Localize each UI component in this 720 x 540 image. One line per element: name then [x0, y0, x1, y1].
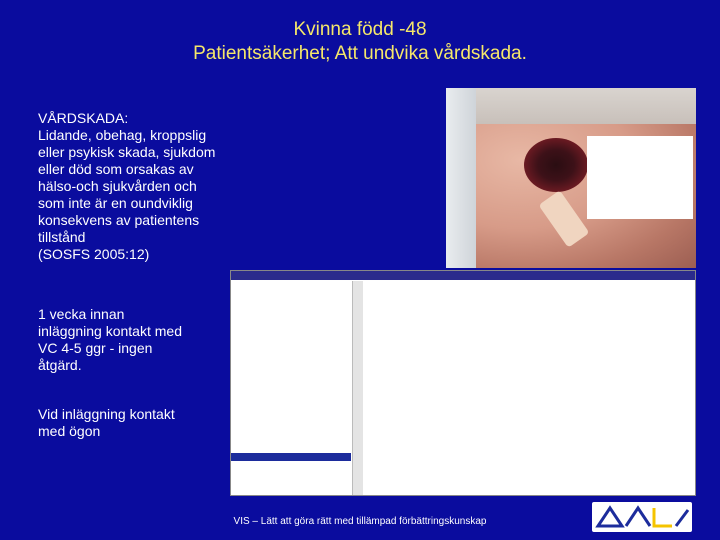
journal-right-row	[378, 437, 695, 445]
journal-right-row	[378, 478, 695, 486]
journal-left-row	[231, 347, 351, 355]
definition-line: hälso-och sjukvården och	[38, 178, 197, 194]
journal-left-row	[231, 289, 351, 297]
photo-redaction	[587, 136, 693, 219]
journal-left-row	[231, 437, 351, 445]
journal-right-column	[378, 281, 695, 495]
patient-photo	[446, 88, 696, 268]
journal-left-row	[231, 428, 351, 436]
journal-left-row	[231, 281, 351, 289]
journal-left-column	[231, 281, 351, 495]
journal-right-row	[378, 404, 695, 412]
journal-left-row	[231, 297, 351, 305]
definition-line: eller psykisk skada, sjukdom	[38, 144, 216, 160]
definition-block	[38, 110, 278, 263]
journal-right-row	[378, 396, 695, 404]
title-line-1: Kvinna född -48	[293, 19, 427, 40]
definition-line: (SOSFS 2005:12)	[38, 246, 150, 262]
journal-left-row	[231, 355, 351, 363]
journal-right-row	[378, 330, 695, 338]
journal-left-row	[231, 330, 351, 338]
definition-line: konsekvens av patientens	[38, 212, 200, 228]
journal-right-row	[378, 314, 695, 322]
slide-footer: VIS – Lätt att göra rätt med tillämpad förbättringskunskap	[233, 516, 487, 527]
journal-right-row	[378, 379, 695, 387]
photo-plaster	[538, 190, 589, 248]
point-three-line: med ögon	[38, 423, 101, 439]
journal-left-row	[231, 445, 351, 453]
journal-right-row	[378, 461, 695, 469]
definition-line: Lidande, obehag, kroppslig	[38, 127, 207, 143]
journal-right-row	[378, 281, 695, 289]
point-two-line: åtgärd.	[38, 357, 82, 373]
journal-right-row	[378, 347, 695, 355]
journal-scrollbar[interactable]	[352, 281, 363, 495]
point-two-line: 1 vecka innan	[38, 306, 125, 322]
journal-right-row	[378, 371, 695, 379]
journal-left-row	[231, 314, 351, 322]
point-three-line: Vid inläggning kontakt	[38, 406, 175, 422]
journal-right-row	[378, 363, 695, 371]
journal-left-row	[231, 396, 351, 404]
journal-header-bar	[231, 271, 695, 280]
journal-right-row	[378, 338, 695, 346]
photo-hair	[446, 88, 696, 124]
journal-screenshot	[230, 270, 696, 496]
definition-heading: VÅRDSKADA:	[38, 110, 129, 126]
journal-right-row	[378, 306, 695, 314]
journal-right-row	[378, 289, 695, 297]
title-line-2: Patientsäkerhet; Att undvika vårdskada.	[193, 43, 527, 64]
journal-left-row	[231, 379, 351, 387]
journal-right-row	[378, 387, 695, 395]
definition-line: tillstånd	[38, 229, 86, 245]
journal-right-row	[378, 445, 695, 453]
photo-pillow	[446, 88, 476, 268]
point-two-line: inläggning kontakt med	[38, 323, 182, 339]
journal-left-row-selected[interactable]	[231, 453, 351, 461]
journal-right-row	[378, 355, 695, 363]
journal-right-row	[378, 297, 695, 305]
vis-logo-mark	[592, 502, 692, 532]
journal-left-row	[231, 363, 351, 371]
photo-lesion	[524, 138, 588, 192]
definition-line: eller död som orsakas av	[38, 161, 194, 177]
slide-title	[0, 18, 720, 66]
journal-right-row	[378, 420, 695, 428]
journal-right-row	[378, 428, 695, 436]
journal-left-row	[231, 387, 351, 395]
journal-right-row	[378, 322, 695, 330]
journal-right-row	[378, 412, 695, 420]
point-two-line: VC 4-5 ggr - ingen	[38, 340, 153, 356]
journal-left-row	[231, 420, 351, 428]
definition-line: som inte är en oundviklig	[38, 195, 193, 211]
journal-left-row	[231, 306, 351, 314]
journal-left-row	[231, 338, 351, 346]
journal-left-row	[231, 412, 351, 420]
journal-left-row	[231, 404, 351, 412]
journal-left-row	[231, 371, 351, 379]
journal-right-row	[378, 469, 695, 477]
vis-logo	[592, 502, 692, 532]
journal-left-row	[231, 322, 351, 330]
journal-right-row	[378, 453, 695, 461]
